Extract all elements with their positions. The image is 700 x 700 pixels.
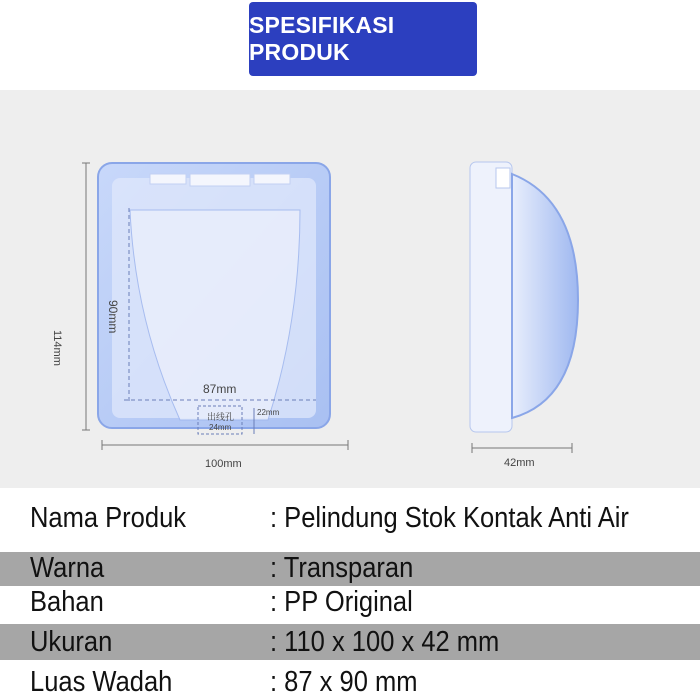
spec-value: : PP Original bbox=[270, 586, 413, 618]
front-view bbox=[82, 163, 348, 450]
side-hinge bbox=[496, 168, 510, 188]
product-image-area bbox=[0, 90, 700, 488]
spec-label: Warna bbox=[30, 552, 105, 584]
spec-label: Luas Wadah bbox=[30, 666, 173, 698]
depth-label: 42mm bbox=[504, 457, 535, 469]
spec-row-nama-produk bbox=[0, 494, 700, 546]
hinge-left bbox=[150, 174, 186, 184]
header bbox=[0, 0, 700, 90]
side-base bbox=[470, 162, 512, 432]
spec-row-bahan bbox=[0, 586, 700, 622]
outer-height-label: 114mm bbox=[51, 330, 63, 366]
page-title: SPESIFIKASI PRODUK bbox=[249, 2, 477, 76]
spec-row-warna bbox=[0, 552, 700, 586]
cable-height-label: 22mm bbox=[257, 408, 280, 417]
cable-width-label: 24mm bbox=[209, 423, 232, 432]
cable-outlet-label: 出线孔 bbox=[207, 412, 235, 422]
spec-table bbox=[0, 494, 700, 700]
hinge-right bbox=[254, 174, 290, 184]
side-view bbox=[470, 162, 578, 453]
inner-width-label: 87mm bbox=[203, 382, 237, 396]
side-lid bbox=[512, 174, 578, 418]
spec-label: Ukuran bbox=[30, 626, 113, 658]
hinge-center bbox=[190, 174, 250, 186]
spec-value: : Transparan bbox=[270, 552, 414, 584]
outer-width-label: 100mm bbox=[205, 458, 242, 470]
spec-row-luas-wadah bbox=[0, 664, 700, 700]
spec-label: Bahan bbox=[30, 586, 104, 618]
spec-row-ukuran bbox=[0, 624, 700, 660]
spec-value: : Pelindung Stok Kontak Anti Air bbox=[270, 502, 629, 534]
inner-height-label: 90mm bbox=[106, 300, 120, 334]
product-diagram bbox=[0, 90, 700, 488]
spec-value: : 87 x 90 mm bbox=[270, 666, 418, 698]
spec-label: Nama Produk bbox=[30, 502, 187, 534]
spec-value: : 110 x 100 x 42 mm bbox=[270, 626, 500, 658]
